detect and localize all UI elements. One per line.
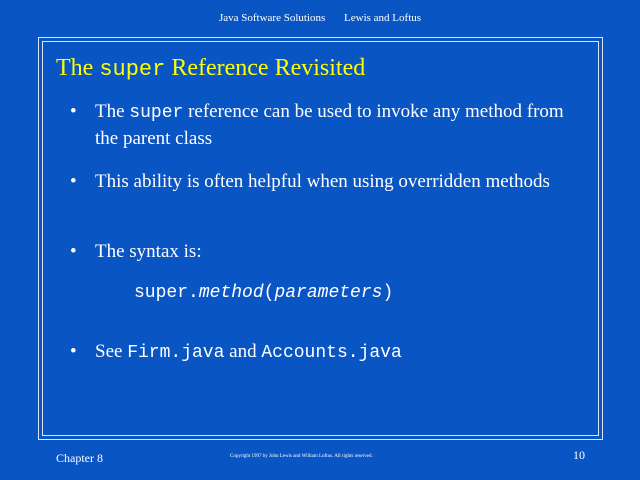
copyright-notice: Copyright 1997 by John Lewis and William Loftus. All rights reserved. <box>230 454 373 459</box>
bullet-dot: • <box>70 241 77 262</box>
book-authors: Lewis and Loftus <box>344 12 422 24</box>
book-title: Java Software Solutions <box>218 12 326 24</box>
slide-title-pre: The <box>56 55 100 81</box>
bullet-dot: • <box>70 341 77 362</box>
bullet-dot: • <box>70 171 77 192</box>
bullet-text-2: This ability is often helpful when using overridden methods <box>95 171 550 192</box>
bullet-item-4 <box>70 339 590 366</box>
syntax-parameters: parameters <box>274 283 383 303</box>
bullet-text-3: The syntax is: <box>95 241 202 262</box>
bullet-text-1 <box>95 99 590 152</box>
bullet-dot: • <box>70 101 77 122</box>
slide-title-post: Reference Revisited <box>165 55 366 81</box>
page-number: 10 <box>573 448 585 462</box>
slide-title <box>56 55 365 82</box>
bullet-item-2 <box>70 169 590 195</box>
syntax-method: method <box>198 283 264 303</box>
bullet-text-4-pre: See <box>95 341 128 362</box>
bullet-text-1-post: reference can be used to invoke any method from the parent class <box>95 101 564 149</box>
syntax-object: super. <box>134 283 199 303</box>
bullet-text-1-code: super <box>129 103 184 123</box>
bullet-item-3 <box>70 239 590 265</box>
syntax-close-paren: ) <box>382 283 394 303</box>
bullet-text-4 <box>95 339 590 366</box>
slide-title-code: super <box>99 57 166 82</box>
slide-header <box>0 12 640 24</box>
file-name-accounts: Accounts.java <box>261 343 402 363</box>
syntax-open-paren: ( <box>263 283 275 303</box>
chapter-label: Chapter 8 <box>56 451 103 465</box>
bullet-text-4-mid: and <box>224 341 262 362</box>
syntax-example <box>134 283 393 303</box>
file-name-firm: Firm.java <box>127 343 225 363</box>
bullet-text-1-pre: The <box>95 101 130 122</box>
bullet-item-1 <box>70 99 590 152</box>
